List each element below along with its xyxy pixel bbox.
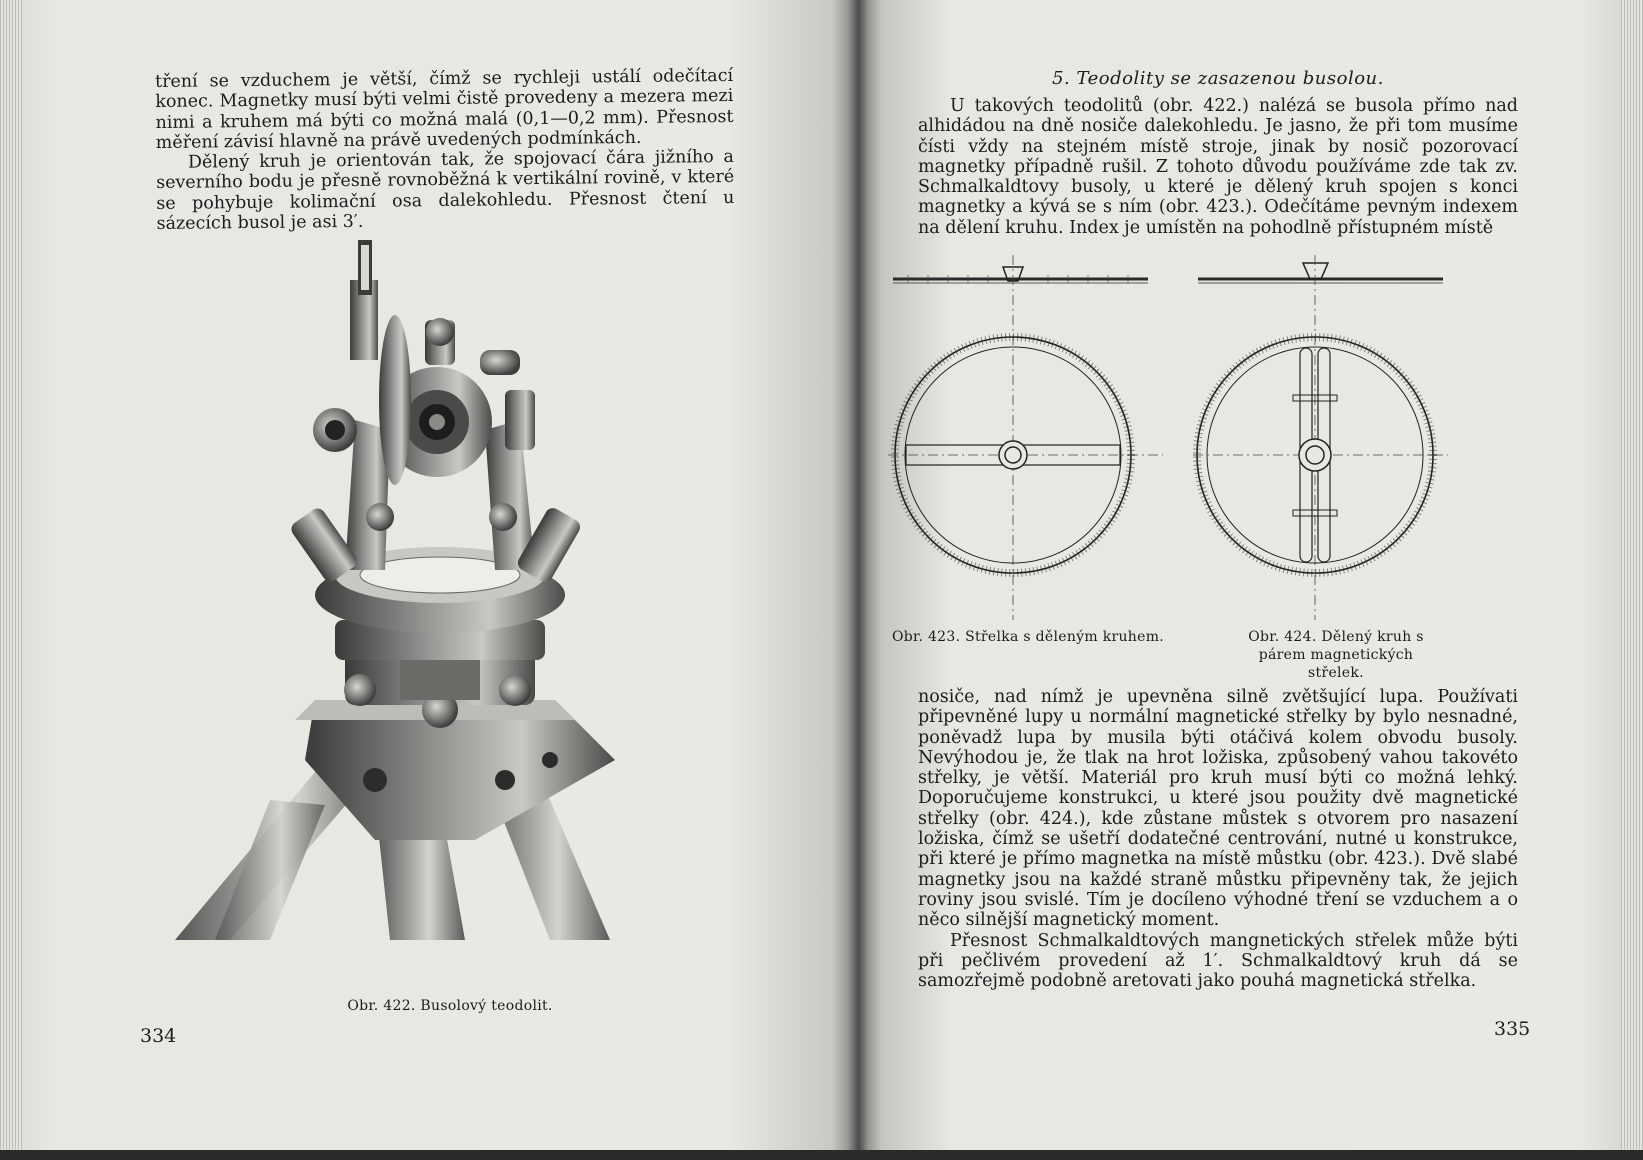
figure-caption: Obr. 422. Busolový teodolit.	[347, 998, 553, 1014]
paragraph: Přesnost Schmalkaldtových mangnetických střelek může býti při pečlivém provedení až 1′. Schmalkaldtový kruh dá se samozřejmě podobně aretovati jako pouhá magnetická střelka.	[918, 930, 1518, 992]
paragraph: Dělený kruh je orientován tak, že spojovací čára jižního a severního bodu je přesně rovnoběžná k vertikální rovině, v které se pohybuje kolimační osa dalekohledu. Přesnost čtení u sázecích busol je asi 3′.	[156, 147, 735, 235]
right-page	[858, 0, 1643, 1150]
theodolite-illustration	[175, 240, 695, 940]
page-number: 335	[1494, 1018, 1531, 1040]
paragraph: nosiče, nad nímž je upevněna silně zvětšující lupa. Používati připevněné lupy u normální magnetické střelky by bylo nesnadné, poněvadž lupa by musila býti otáčivá kolem obvodu busoly. Nevýhodou je, že tlak na hrot ložiska, způsobený vahou takovéto střelky, je větší. Materiál pro kruh musí býti co možná lehký. Doporučujeme konstrukci, u které jsou použity dvě magnetické střelky (obr. 424.), kde zůstane můstek s otvorem pro nasazení ložiska, čímž se ušetří dodatečné centrování, nutné u konstrukce, při které je přímo magnetka na místě můstku (obr. 423.). Dvě slabé magnetky jsou na každé straně můstku připevněny tak, že jejich roviny jsou svislé. Tím je docíleno výhodné tření se vzduchem a o něco silnější magnetický moment.	[918, 687, 1518, 931]
book-gutter	[848, 0, 868, 1150]
paragraph: tření se vzduchem je větší, čímž se rychleji ustálí odečítací konec. Magnetky musí býti velmi čistě provedeny a mezera mezi nimi a kruhem má býti co možná malá (0,1—0,2 mm). Přesnost měření závisí hlavně na právě uvedených podmínkách.	[155, 65, 734, 153]
page-edge-stack	[1621, 0, 1643, 1150]
figure-424-circle-with-needle-pair	[1193, 255, 1483, 625]
right-page-text-bottom	[918, 687, 1518, 991]
paragraph: U takových teodolitů (obr. 422.) nalézá se busola přímo nad alhidádou na dně nosiče dalekohledu. Je jasno, že při tom musíme čísti vždy na stejném místě stroje, jinak by nosič pozorovací magnetky případně rušil. Z tohoto důvodu používáme zde tak zv. Schmalkaldtovy busoly, u které je dělený kruh spojen s konci magnetky a kývá se s ním (obr. 423.). Odečítáme pevným indexem na dělení kruhu. Index je umístěn na pohodlně přístupném místě	[918, 96, 1518, 238]
figure-424-caption: Obr. 424. Dělený kruh s párem magnetických střelek.	[1248, 629, 1424, 681]
left-page-text	[155, 66, 735, 234]
right-page-text-top	[918, 96, 1518, 238]
page-number: 334	[140, 1025, 177, 1047]
figure-423-needle-with-divided-circle	[888, 255, 1178, 625]
section-heading: 5. Teodolity se zasazenou busolou.	[1052, 68, 1384, 89]
figure-423-caption: Obr. 423. Střelka s děleným kruhem.	[891, 629, 1165, 645]
page-edge-stack	[0, 0, 22, 1150]
